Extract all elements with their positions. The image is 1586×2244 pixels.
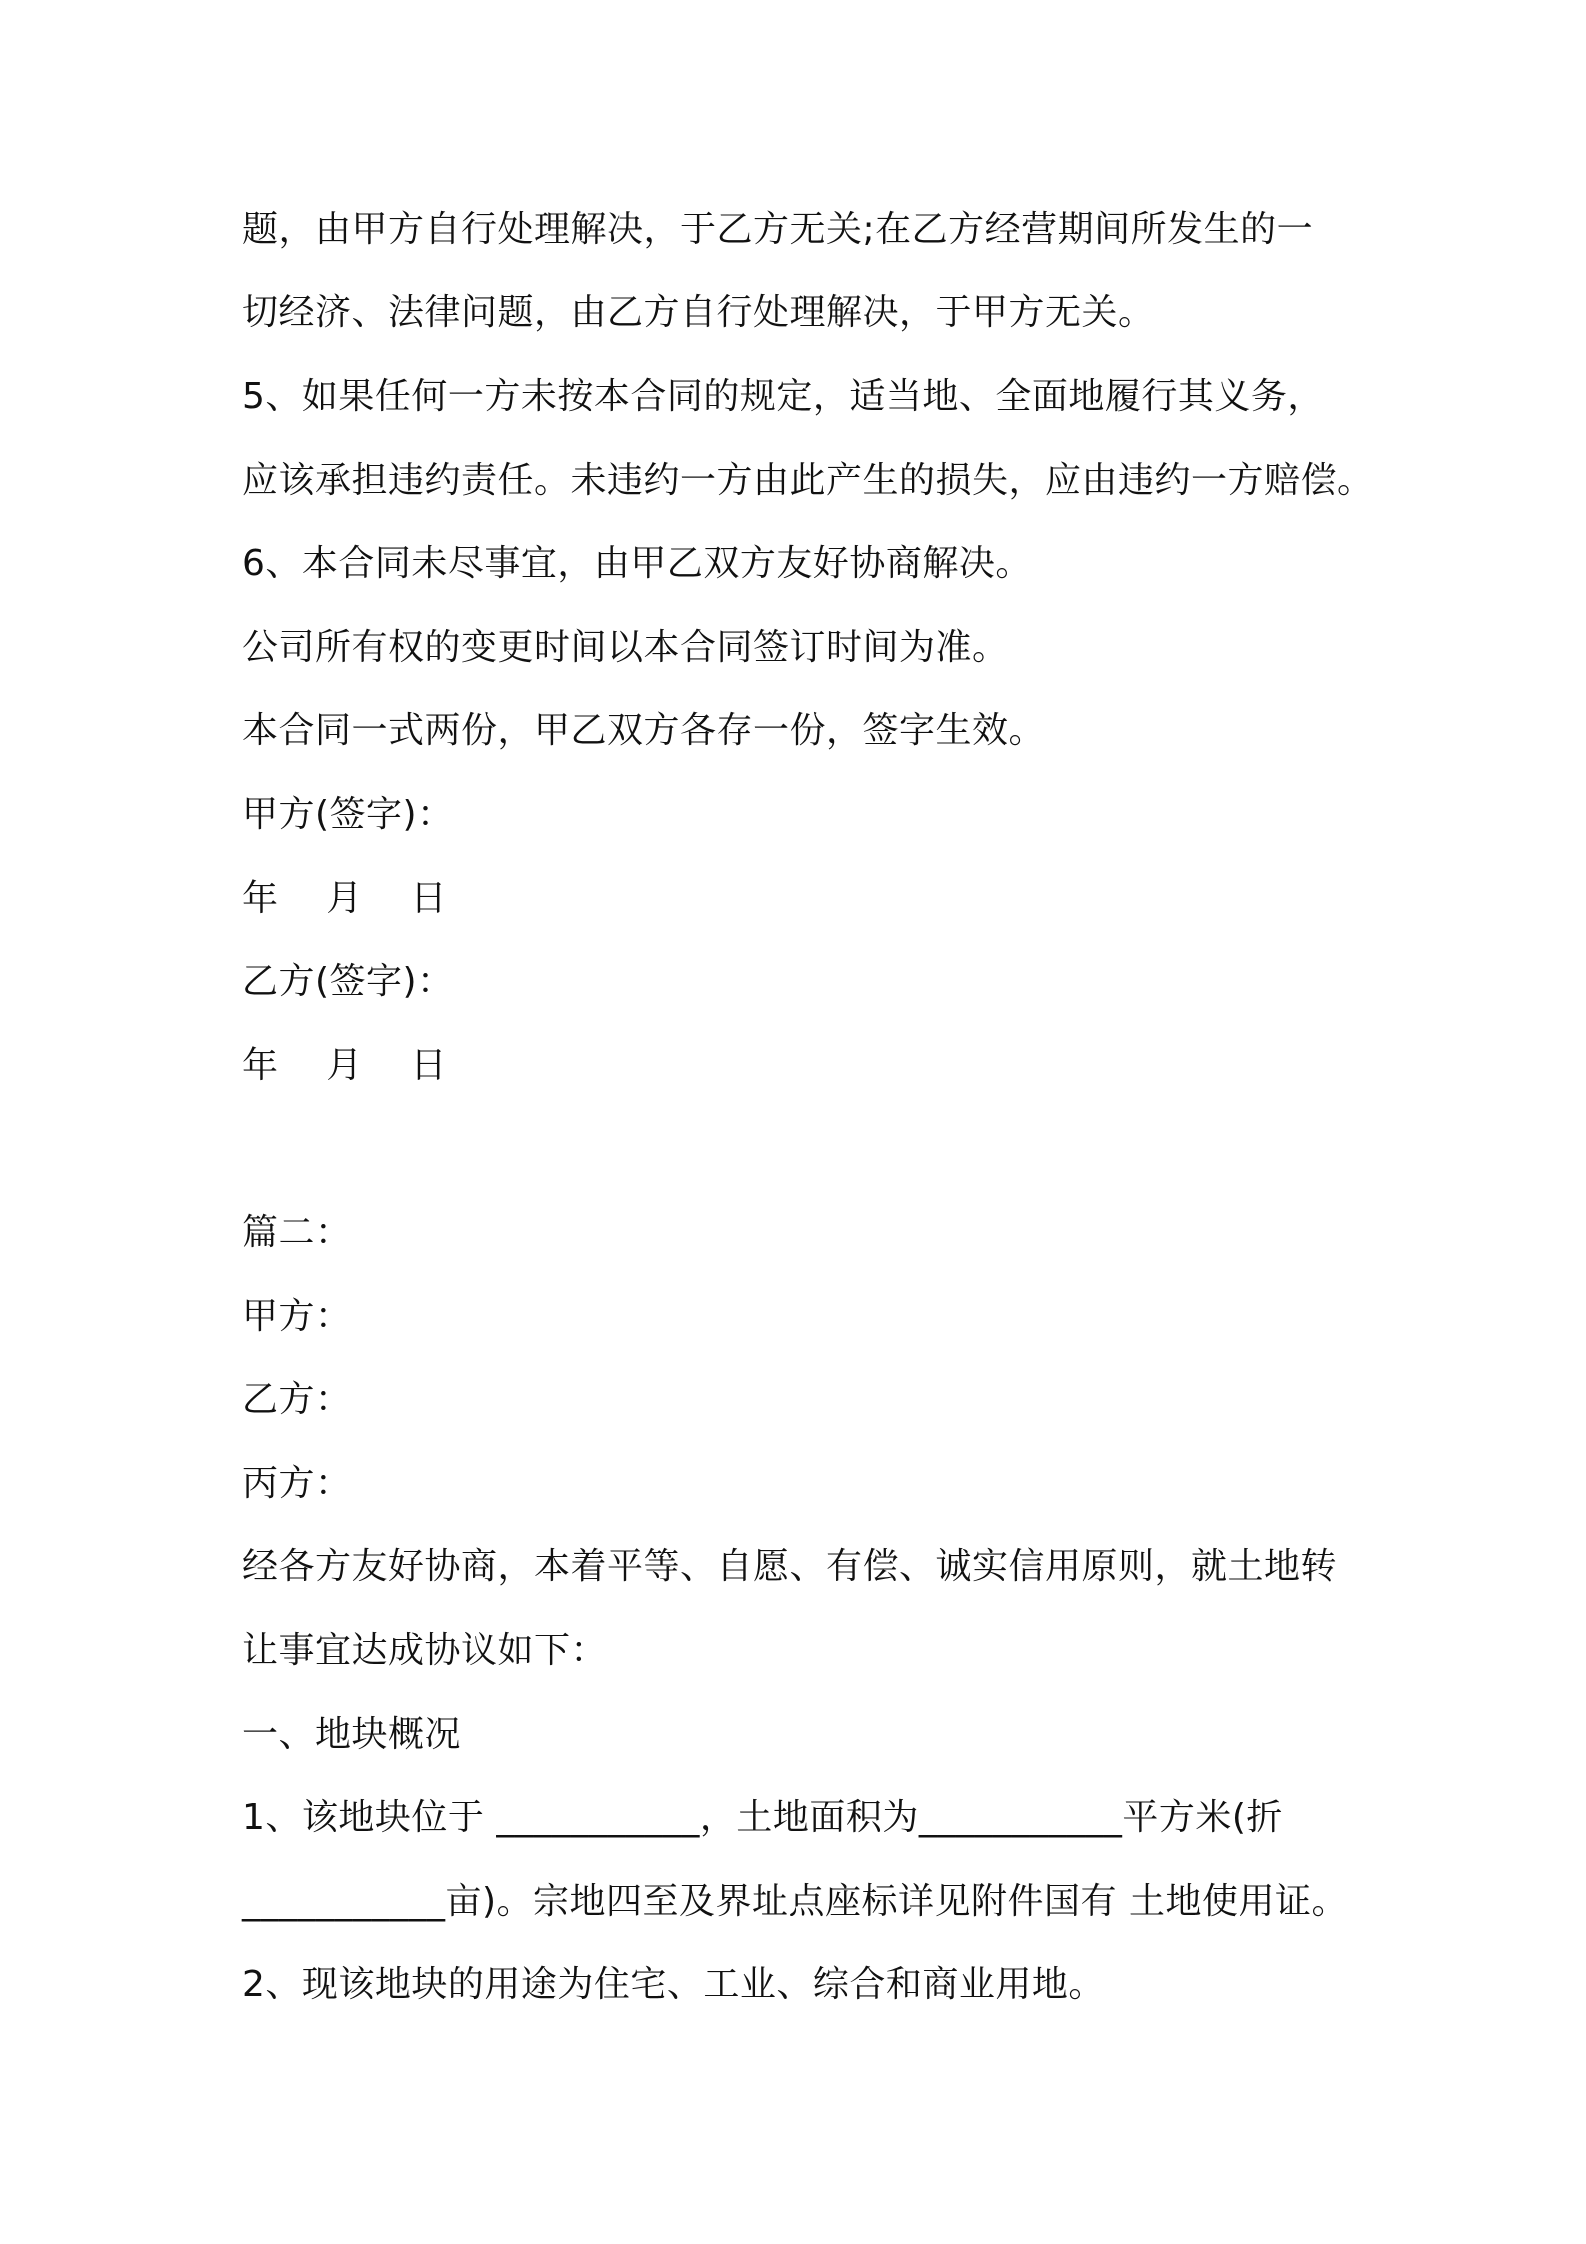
party-b-signature-label: 乙方(签字)： bbox=[242, 961, 454, 1002]
paragraph-line: ___________亩)。宗地四至及界址点座标详见附件国有 土地使用证。 bbox=[242, 1881, 1348, 1922]
paragraph-line: 公司所有权的变更时间以本合同签订时间为准。 bbox=[242, 627, 1009, 668]
item-1-line: 1、该地块位于 ___________，土地面积为___________平方米(折 bbox=[242, 1797, 1283, 1838]
party-b-label: 乙方： bbox=[242, 1379, 352, 1420]
party-c-label: 丙方： bbox=[242, 1463, 352, 1504]
party-a-label: 甲方： bbox=[242, 1296, 352, 1337]
paragraph-line: 让事宜达成协议如下： bbox=[242, 1630, 608, 1671]
subsection-heading: 一、地块概况 bbox=[242, 1714, 462, 1755]
item-2-line: 2、现该地块的用途为住宅、工业、综合和商业用地。 bbox=[242, 1964, 1105, 2005]
section-heading: 篇二： bbox=[242, 1212, 352, 1253]
paragraph-line: 应该承担违约责任。未违约一方由此产生的损失，应由违约一方赔偿。 bbox=[242, 460, 1374, 501]
clause-5-line: 5、如果任何一方未按本合同的规定，适当地、全面地履行其义务， bbox=[242, 376, 1324, 417]
paragraph-line: 本合同一式两份，甲乙双方各存一份，签字生效。 bbox=[242, 710, 1046, 751]
party-b-date-line: 年 月 日 bbox=[242, 1045, 448, 1086]
paragraph-line: 切经济、法律问题，由乙方自行处理解决，于甲方无关。 bbox=[242, 292, 1155, 333]
paragraph-line: 经各方友好协商，本着平等、自愿、有偿、诚实信用原则，就土地转 bbox=[242, 1546, 1338, 1587]
paragraph-line: 题，由甲方自行处理解决，于乙方无关;在乙方经营期间所发生的一 bbox=[242, 209, 1314, 250]
party-a-signature-label: 甲方(签字)： bbox=[242, 794, 454, 835]
clause-6-line: 6、本合同未尽事宜，由甲乙双方友好协商解决。 bbox=[242, 543, 1032, 584]
party-a-date-line: 年 月 日 bbox=[242, 878, 448, 919]
